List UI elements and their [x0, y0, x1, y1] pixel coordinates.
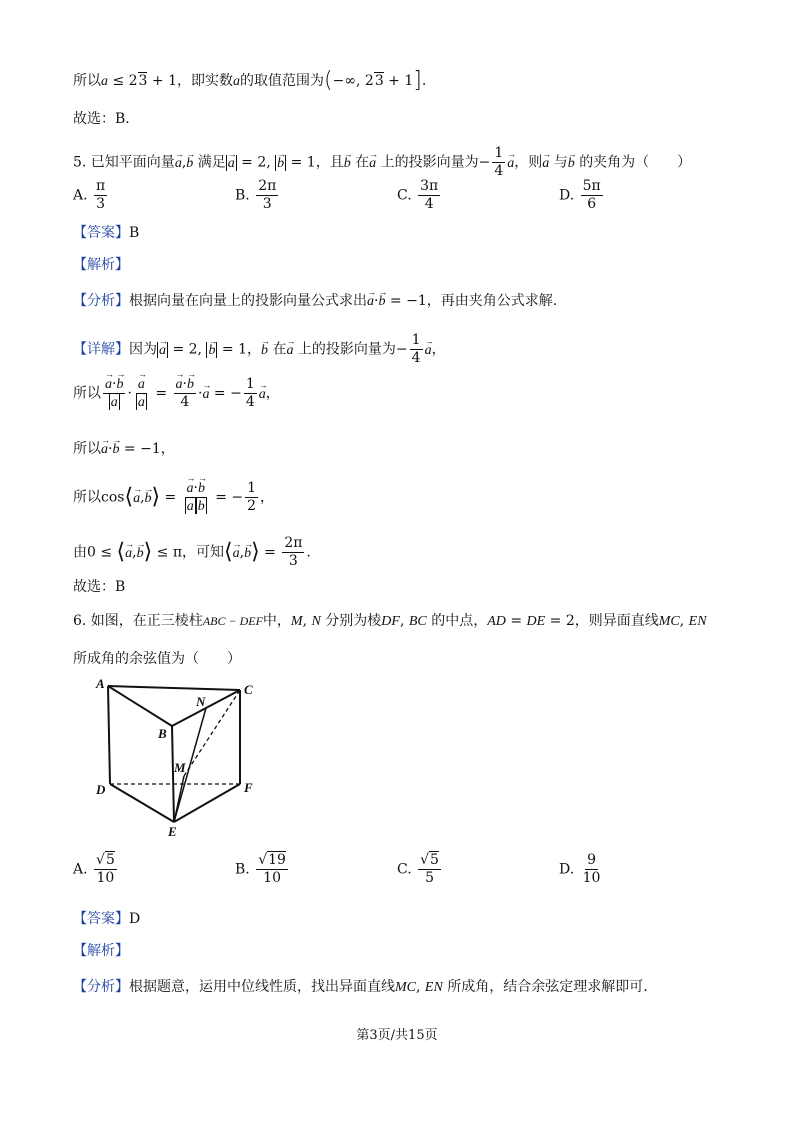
question-6-stem-line2: 所成角的余弦值为（ ） [73, 651, 241, 667]
choice-line-prev: 故选：B. [73, 111, 130, 127]
segment-MC-hidden [184, 690, 240, 776]
q5-step-1: 所以 → a·→ b → a · → a → a = → $\frac{a\cdot\to b}{4}$ ·→ a = − $\frac{1}{4}$ → a， [73, 376, 280, 411]
q6-option-c: C. $\frac{√5}{5}$ [397, 852, 439, 886]
q5-option-c: C. $\frac{3\pi}{4}$ [397, 178, 439, 212]
q6-option-b: B. $\frac{√19}{10}$ [235, 852, 286, 886]
q5-conclusion: 故选：B [73, 579, 126, 595]
line-range-conclusion: 所以a ≤ 23 + 1，即实数a的取值范围为(−∞, 23 + 1]. [73, 68, 427, 93]
q6-option-d: D. $\frac{9}{10}$ [559, 852, 601, 886]
edge-BC [172, 690, 240, 726]
prism-figure [90, 676, 270, 836]
q5-answer: 【答案】B [73, 225, 140, 241]
edge-DE [110, 784, 174, 822]
q6-option-a: A. $\frac{√5}{10}$ [73, 852, 115, 886]
q5-step-4: 由0 ≤ ⟨→ a,→ b⟩ ≤ π，可知⟨→ a,→ b⟩ = $\frac{2\pi}{3}$ . [73, 535, 311, 570]
label-B: B [158, 726, 167, 741]
label-F: F [244, 780, 253, 795]
q5-fenxi: 【分析】根据向量在向量上的投影向量公式求出→ a·→ b = −1，再由夹角公式求解. [73, 292, 557, 311]
label-A: A [96, 676, 105, 691]
edge-EF [174, 784, 240, 822]
q5-xiangjie: 【详解】因为→ a = 2, → b = 1，→ b 在→ a 上的投影向量为− $\frac{1}{4}$ → a， [73, 332, 446, 367]
label-C: C [244, 682, 253, 697]
segment-ME [174, 776, 184, 822]
question-6-stem-line1: 6. 如图，在正三棱柱ABC − DEF中，M, N 分别为棱DF, BC 的中点，AD = DE = 2，则异面直线MC, EN [73, 613, 707, 629]
q5-option-d: D. $\frac{5\pi}{6}$ [559, 178, 601, 212]
page-footer: 第3页/共15页 [356, 1028, 438, 1043]
q5-step-3: 所以cos⟨→ a,→ b⟩ = → a·→ b → a→ b = − $\frac{1}{2}$ ， [73, 480, 274, 515]
q5-jiexi: 【解析】 [73, 257, 129, 273]
edge-AB [108, 686, 172, 726]
edge-AD [108, 686, 110, 784]
label-D: D [96, 782, 106, 797]
label-M: M [174, 760, 186, 775]
label-E: E [168, 824, 177, 836]
label-N: N [196, 694, 206, 709]
edge-AC [108, 686, 240, 690]
q6-answer: 【答案】D [73, 911, 141, 927]
q6-jiexi: 【解析】 [73, 943, 129, 959]
q6-fenxi: 【分析】根据题意，运用中位线性质，找出异面直线MC, EN 所成角，结合余弦定理求解即可. [73, 979, 648, 995]
q5-option-b: B. $\frac{2\pi}{3}$ [235, 178, 277, 212]
q5-step-2: 所以→ a·→ b = −1， [73, 440, 175, 459]
question-5-stem: 5. 已知平面向量→ a,→ b 满足→ a = 2, → b = 1，且→ b 在→ a 上的投影向量为− $\frac{1}{4}$ → a，则→ a 与→ b 的夹角为（ ） [73, 145, 691, 180]
q5-option-a: A. $\frac{\pi}{3}$ [73, 178, 106, 212]
